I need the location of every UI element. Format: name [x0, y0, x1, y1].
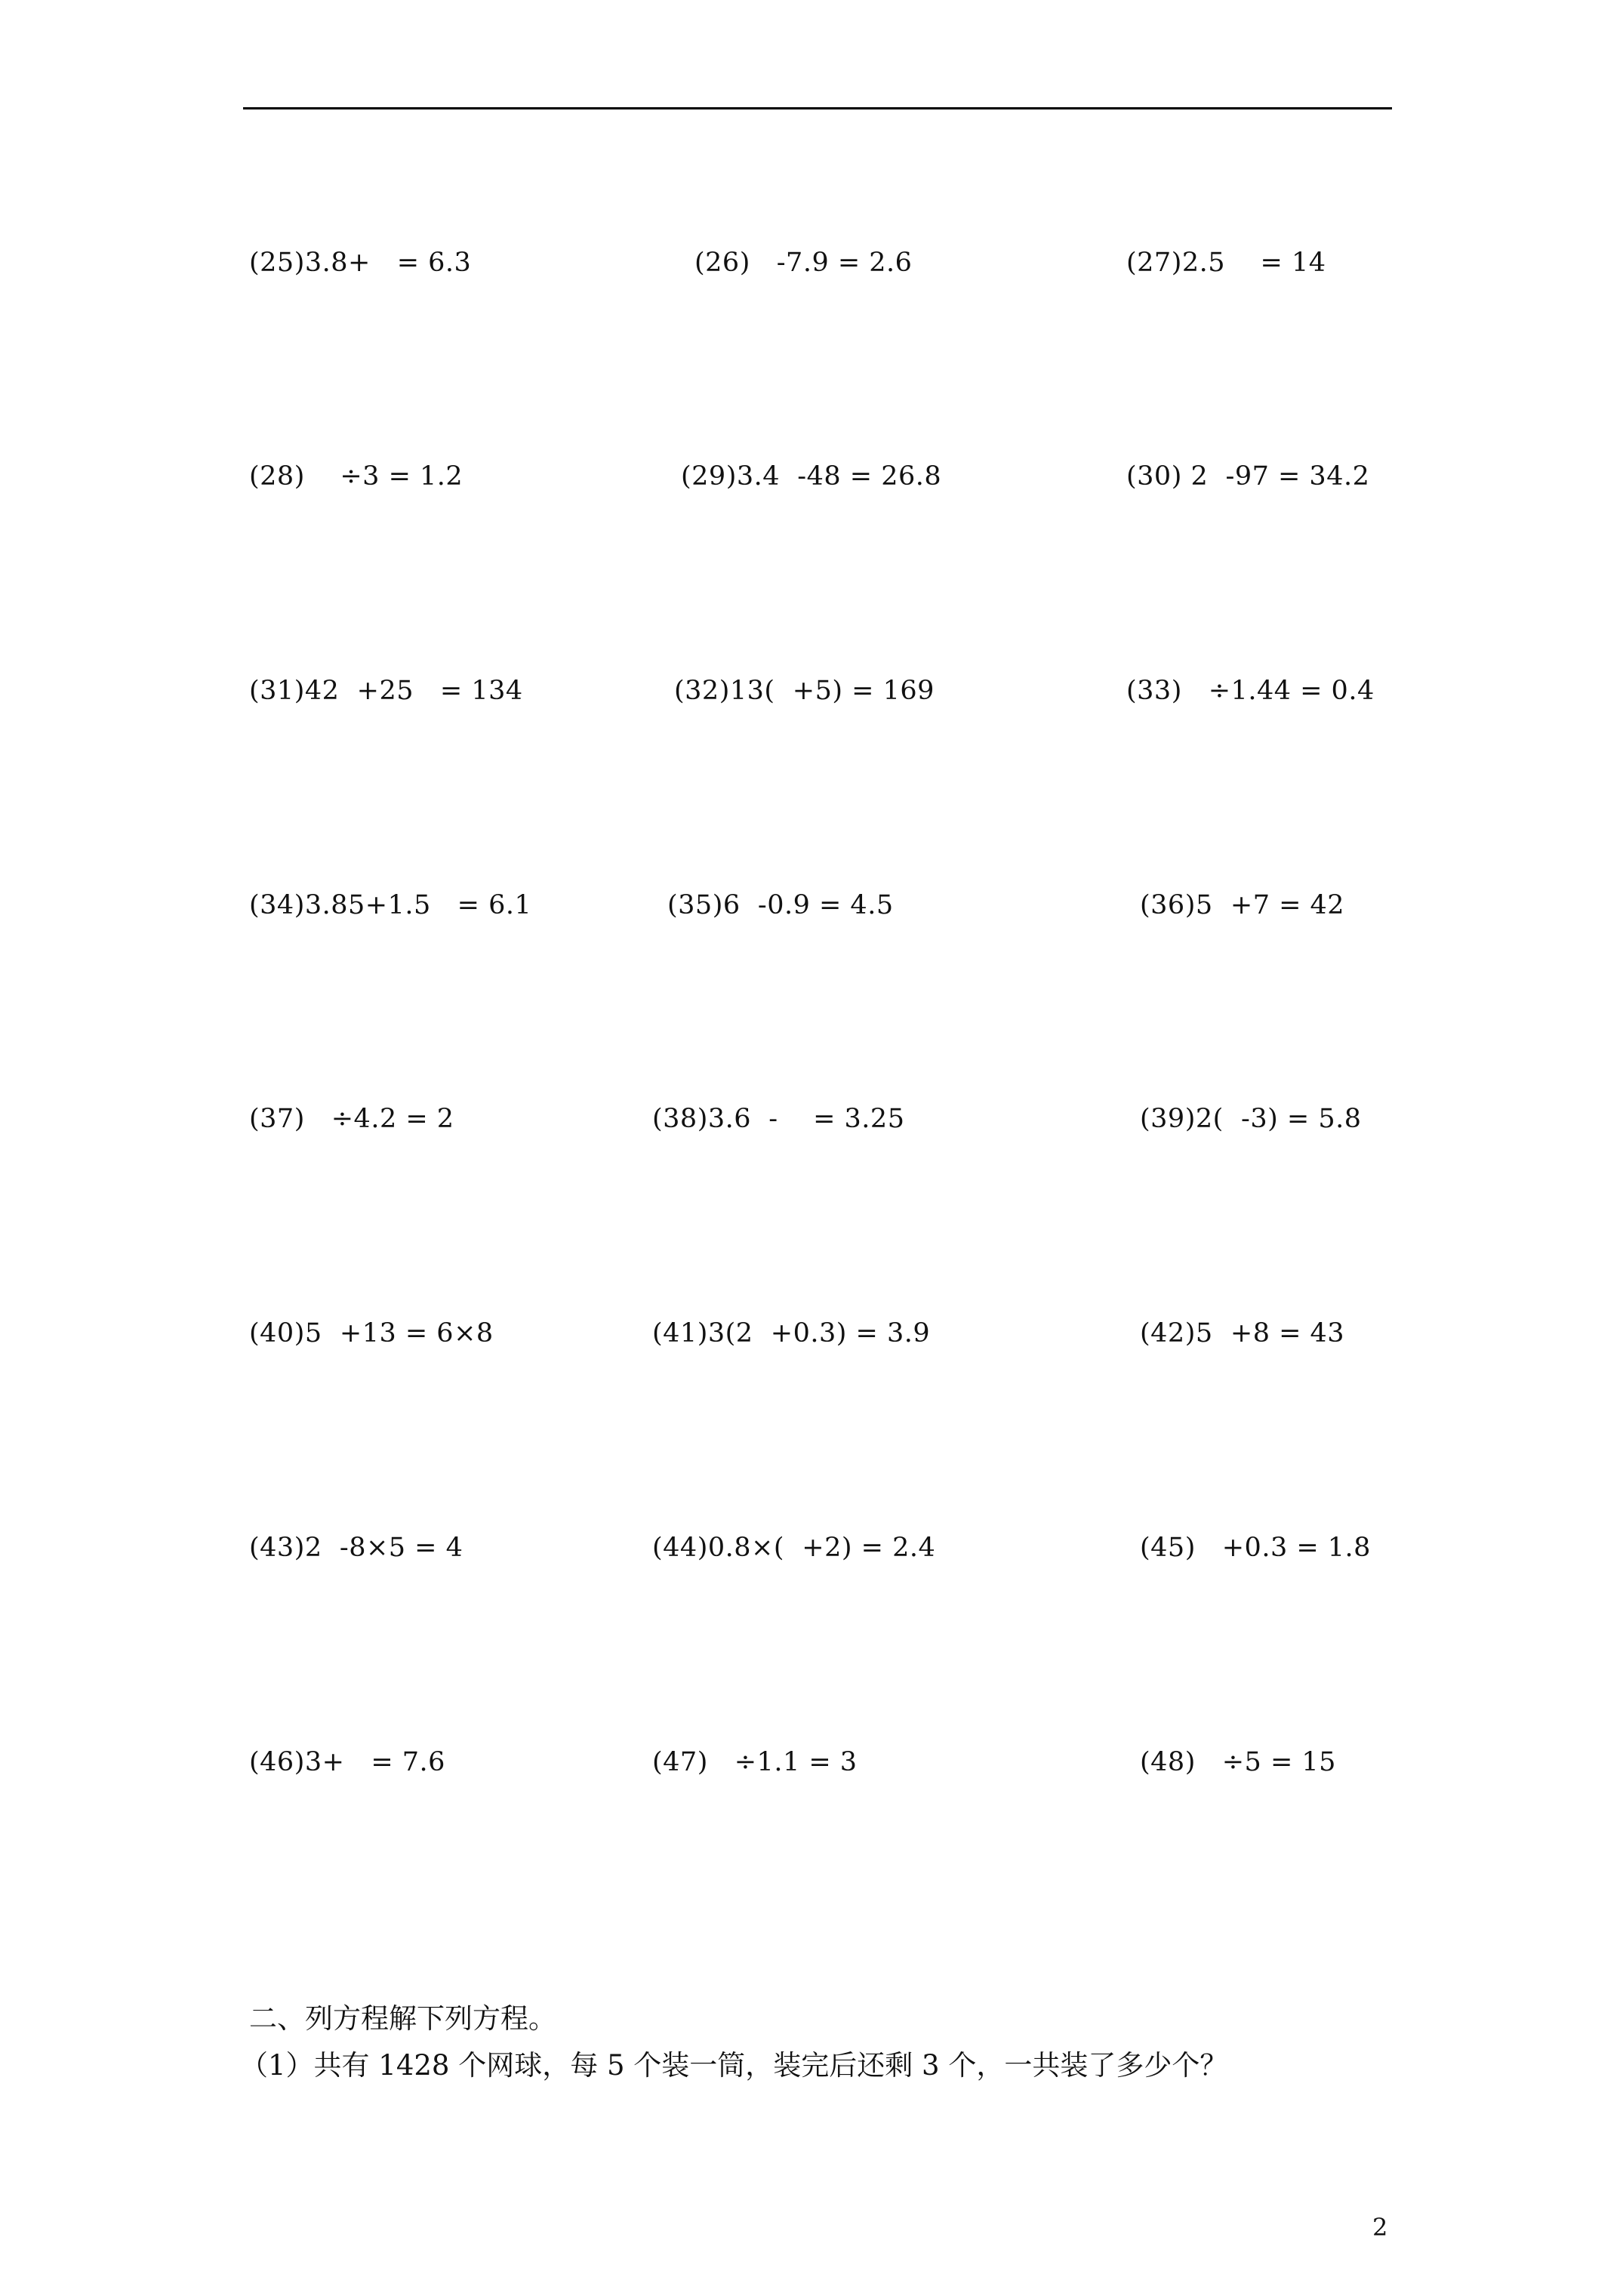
equation-35: (35)6 -0.9 = 4.5	[667, 890, 894, 920]
equation-30: (30) 2 -97 = 34.2	[1126, 461, 1370, 492]
equation-39: (39)2( -3) = 5.8	[1140, 1104, 1362, 1134]
equation-34: (34)3.85+1.5 = 6.1	[249, 890, 532, 920]
equation-28: (28) ÷3 = 1.2	[249, 461, 463, 492]
word-problem-1: （1）共有 1428 个网球，每 5 个装一筒，装完后还剩 3 个，一共装了多少个？	[240, 2049, 1228, 2082]
equation-27: (27)2.5 = 14	[1126, 248, 1326, 278]
equation-32: (32)13( +5) = 169	[674, 676, 935, 706]
equation-38: (38)3.6 - = 3.25	[652, 1104, 905, 1134]
section-title: 二、列方程解下列方程。	[249, 2002, 556, 2035]
equation-33: (33) ÷1.44 = 0.4	[1126, 676, 1375, 706]
equation-44: (44)0.8×( +2) = 2.4	[652, 1533, 936, 1563]
equation-48: (48) ÷5 = 15	[1140, 1747, 1336, 1777]
equation-41: (41)3(2 +0.3) = 3.9	[652, 1318, 931, 1348]
equation-31: (31)42 +25 = 134	[249, 676, 523, 706]
equation-43: (43)2 -8×5 = 4	[249, 1533, 463, 1563]
equation-25: (25)3.8+ = 6.3	[249, 248, 472, 278]
equation-47: (47) ÷1.1 = 3	[652, 1747, 858, 1777]
equation-29: (29)3.4 -48 = 26.8	[681, 461, 942, 492]
equation-45: (45) +0.3 = 1.8	[1140, 1533, 1371, 1563]
equation-40: (40)5 +13 = 6×8	[249, 1318, 494, 1348]
equation-42: (42)5 +8 = 43	[1140, 1318, 1345, 1348]
equation-26: (26) -7.9 = 2.6	[694, 248, 913, 278]
equation-36: (36)5 +7 = 42	[1140, 890, 1345, 920]
page-number: 2	[1372, 2213, 1388, 2242]
header-rule	[243, 107, 1392, 109]
equation-37: (37) ÷4.2 = 2	[249, 1104, 454, 1134]
equation-46: (46)3+ = 7.6	[249, 1747, 445, 1777]
